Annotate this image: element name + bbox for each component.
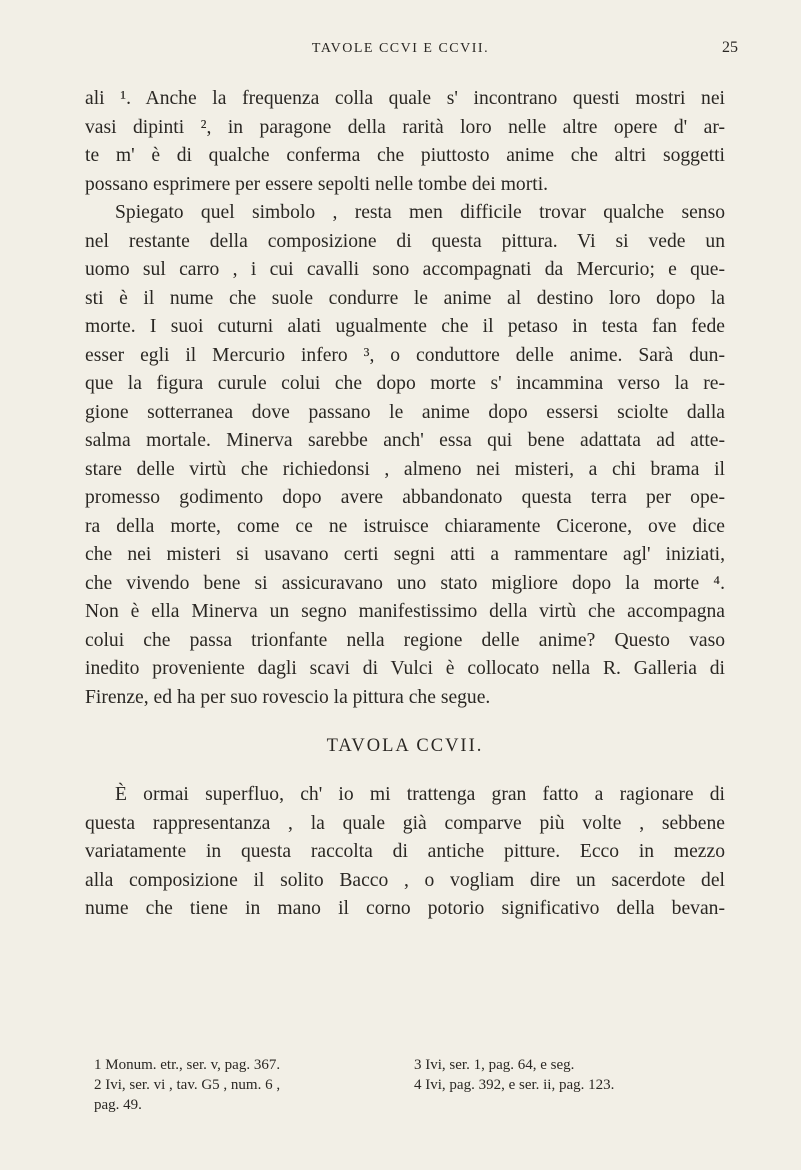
text-line: nel restante della composizione di questa pittura. Vi si vede un (85, 230, 725, 252)
body-text (85, 85, 725, 924)
section-heading: TAVOLA CCVII. (326, 736, 484, 756)
page-number: 25 (722, 39, 738, 56)
footnote: pag. 49. (94, 1097, 142, 1113)
text-line: sti è il nume che suole condurre le anime al destino loro dopo la (85, 287, 725, 309)
running-title: TAVOLE CCVI E CCVII. (311, 41, 490, 56)
text-line: morte. I suoi cuturni alati ugualmente che il petaso in testa fan fede (85, 316, 725, 337)
text-line: stare delle virtù che richiedonsi , almeno nei misteri, a chi brama il (85, 458, 725, 480)
text-line: inedito proveniente dagli scavi di Vulci è collocato nella R. Galleria di (85, 658, 725, 679)
text-line: che nei misteri si usavano certi segni atti a rammentare agl' iniziati, (85, 544, 725, 565)
text-line: variatamente in questa raccolta di antiche pitture. Ecco in mezzo (85, 841, 725, 862)
text-line: nume che tiene in mano il corno potorio significativo della bevan- (85, 898, 725, 919)
text-line: que la figura curule colui che dopo morte s' incammina verso la re- (85, 373, 725, 394)
footnote: 1 Monum. etr., ser. v, pag. 367. (94, 1057, 281, 1073)
text-line: gione sotterranea dove passano le anime dopo essersi sciolte dalla (85, 401, 725, 423)
text-line: vasi dipinti ², in paragone della rarità loro nelle altre opere d' ar- (85, 116, 725, 138)
footnotes-right-column (414, 1055, 744, 1095)
running-head (0, 41, 801, 63)
footnote: 3 Ivi, ser. 1, pag. 64, e seg. (414, 1057, 575, 1073)
text-line: Firenze, ed ha per suo rovescio la pittura che segue. (85, 686, 491, 708)
text-line: uomo sul carro , i cui cavalli sono accompagnati da Mercurio; e que- (85, 259, 725, 280)
text-line: salma mortale. Minerva sarebbe anch' essa qui bene adattata ad atte- (85, 430, 725, 451)
footnote: 4 Ivi, pag. 392, e ser. ii, pag. 123. (414, 1077, 615, 1093)
text-line: Non è ella Minerva un segno manifestissimo della virtù che accompagna (85, 601, 725, 622)
text-line: colui che passa trionfante nella regione delle anime? Questo vaso (85, 629, 725, 651)
footnote: 2 Ivi, ser. vi , tav. G5 , num. 6 , (94, 1077, 281, 1093)
footnotes-left-column (94, 1055, 394, 1115)
text-line: esser egli il Mercurio infero ³, o conduttore delle anime. Sarà dun- (85, 344, 725, 366)
text-line: alla composizione il solito Bacco , o vogliam dire un sacerdote del (85, 869, 725, 891)
text-line: promesso godimento dopo avere abbandonato questa terra per ope- (85, 487, 725, 508)
text-line: ali ¹. Anche la frequenza colla quale s' incontrano questi mostri nei (85, 88, 725, 109)
text-line: te m' è di qualche conferma che piuttosto anime che altri soggetti (85, 145, 725, 166)
text-line: ra della morte, come ce ne istruisce chiaramente Cicerone, ove dice (85, 515, 725, 537)
text-line: È ormai superfluo, ch' io mi trattenga gran fatto a ragionare di (115, 784, 725, 805)
text-line: possano esprimere per essere sepolti nelle tombe dei morti. (85, 173, 549, 195)
text-line: Spiegato quel simbolo , resta men difficile trovar qualche senso (115, 202, 725, 223)
text-line: questa rappresentanza , la quale già comparve più volte , sebbene (85, 812, 725, 834)
text-line: che vivendo bene si assicuravano uno stato migliore dopo la morte ⁴. (85, 572, 725, 594)
